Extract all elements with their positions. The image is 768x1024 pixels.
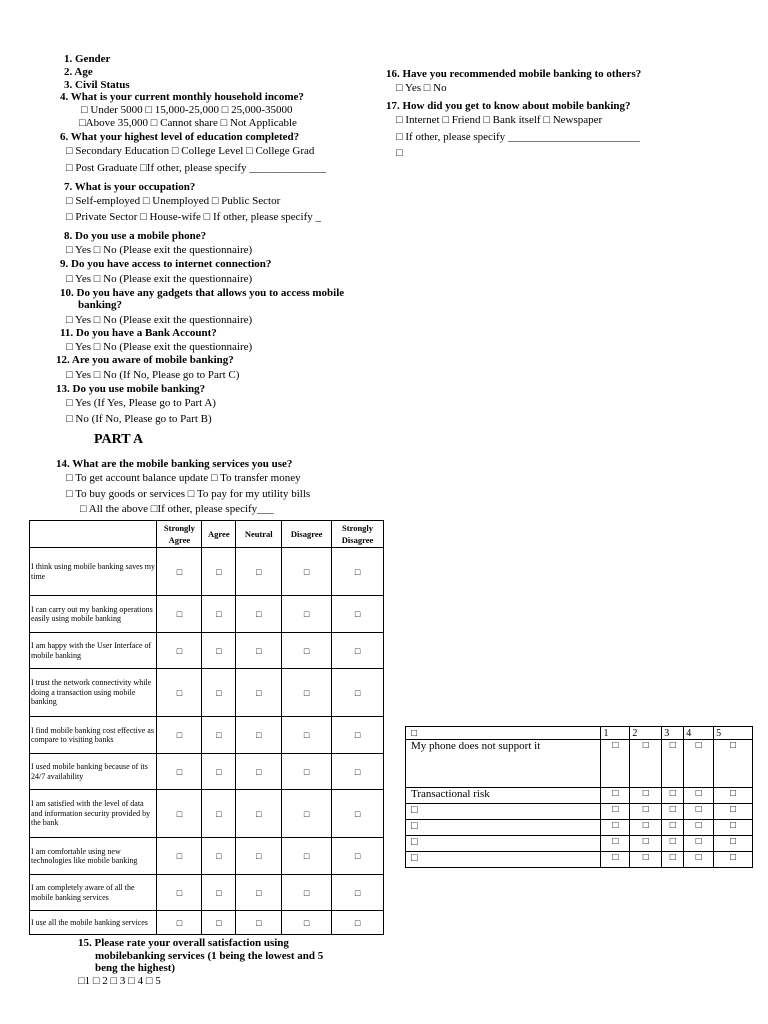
likert-checkbox[interactable]: □	[202, 669, 236, 717]
option-line[interactable]: □Above 35,000 □ Cannot share □ Not Applicable	[79, 117, 297, 129]
rating-checkbox[interactable]: □	[601, 852, 630, 868]
option-line[interactable]: □ Yes □ No (Please exit the questionnaire)	[66, 314, 253, 326]
option-line[interactable]: □ Yes □ No (Please exit the questionnaire)	[66, 341, 253, 353]
likert-checkbox[interactable]: □	[282, 633, 332, 669]
likert-checkbox[interactable]: □	[157, 669, 202, 717]
likert-checkbox[interactable]: □	[282, 754, 332, 790]
question-text: 15. Please rate your overall satisfaction using	[78, 937, 289, 949]
option-line[interactable]: □ Post Graduate □If other, please specify ______________	[66, 162, 327, 174]
rating-header-checkbox[interactable]: □	[406, 727, 601, 740]
likert-checkbox[interactable]: □	[157, 875, 202, 911]
rating-scale-number: 1	[601, 727, 630, 740]
rating-checkbox[interactable]: □	[684, 836, 714, 852]
rating-checkbox[interactable]: □	[601, 788, 630, 804]
option-line[interactable]: □	[396, 147, 403, 159]
likert-checkbox[interactable]: □	[202, 717, 236, 754]
rating-checkbox[interactable]: □	[684, 820, 714, 836]
likert-checkbox[interactable]: □	[202, 838, 236, 875]
likert-header-cell: Neutral	[236, 521, 282, 548]
question-text: 2. Age	[64, 66, 93, 78]
rating-row-label[interactable]: □	[406, 804, 601, 820]
question-text: 1. Gender	[64, 53, 111, 65]
likert-row	[30, 596, 384, 633]
rating-checkbox[interactable]: □	[684, 852, 714, 868]
likert-statement: I am satisfied with the level of data and information security provided by the bank	[30, 790, 157, 838]
likert-checkbox[interactable]: □	[236, 911, 282, 935]
likert-checkbox[interactable]: □	[236, 717, 282, 754]
rating-checkbox[interactable]: □	[601, 820, 630, 836]
rating-checkbox[interactable]: □	[662, 804, 684, 820]
option-line[interactable]: □1 □ 2 □ 3 □ 4 □ 5	[78, 975, 161, 987]
rating-checkbox[interactable]: □	[630, 788, 662, 804]
likert-row	[30, 717, 384, 754]
likert-checkbox[interactable]: □	[332, 669, 384, 717]
question-text: mobilebanking services (1 being the lowest and 5	[95, 950, 324, 962]
likert-checkbox[interactable]: □	[157, 790, 202, 838]
likert-checkbox[interactable]: □	[157, 548, 202, 596]
likert-checkbox[interactable]: □	[157, 911, 202, 935]
rating-scale-number: 4	[684, 727, 714, 740]
likert-checkbox[interactable]: □	[282, 548, 332, 596]
likert-checkbox[interactable]: □	[332, 717, 384, 754]
option-line[interactable]: □ Yes □ No (Please exit the questionnaire)	[66, 273, 253, 285]
rating-row-label: My phone does not support it	[406, 740, 601, 788]
rating-row-label[interactable]: □	[406, 836, 601, 852]
rating-checkbox[interactable]: □	[714, 852, 753, 868]
likert-row	[30, 790, 384, 838]
question-text: 4. What is your current monthly household income?	[60, 91, 304, 103]
likert-checkbox[interactable]: □	[157, 633, 202, 669]
likert-checkbox[interactable]: □	[157, 717, 202, 754]
rating-checkbox[interactable]: □	[714, 788, 753, 804]
rating-checkbox[interactable]: □	[684, 788, 714, 804]
likert-checkbox[interactable]: □	[282, 875, 332, 911]
question-text: 14. What are the mobile banking services you use?	[56, 458, 293, 470]
rating-checkbox[interactable]: □	[662, 740, 684, 788]
likert-row	[30, 633, 384, 669]
question-text: 13. Do you use mobile banking?	[56, 383, 206, 395]
likert-checkbox[interactable]: □	[157, 754, 202, 790]
rating-checkbox[interactable]: □	[662, 788, 684, 804]
rating-checkbox[interactable]: □	[684, 740, 714, 788]
rating-scale-number: 5	[714, 727, 753, 740]
likert-checkbox[interactable]: □	[202, 754, 236, 790]
likert-header-cell: Agree	[202, 521, 236, 548]
question-text: 6. What your highest level of education completed?	[60, 131, 300, 143]
rating-checkbox[interactable]: □	[601, 836, 630, 852]
likert-checkbox[interactable]: □	[202, 596, 236, 633]
likert-header-cell: Strongly Disagree	[332, 521, 384, 548]
likert-header-cell: Disagree	[282, 521, 332, 548]
likert-checkbox[interactable]: □	[332, 596, 384, 633]
option-line[interactable]: □ Yes (If Yes, Please go to Part A)	[66, 397, 216, 409]
rating-checkbox[interactable]: □	[662, 836, 684, 852]
rating-checkbox[interactable]: □	[630, 804, 662, 820]
question-text: beng the highest)	[95, 962, 176, 974]
likert-checkbox[interactable]: □	[236, 669, 282, 717]
rating-checkbox[interactable]: □	[630, 820, 662, 836]
likert-row	[30, 754, 384, 790]
likert-checkbox[interactable]: □	[236, 838, 282, 875]
likert-checkbox[interactable]: □	[236, 875, 282, 911]
likert-checkbox[interactable]: □	[282, 838, 332, 875]
likert-checkbox[interactable]: □	[282, 717, 332, 754]
option-line[interactable]: □ Yes □ No (If No, Please go to Part C)	[66, 369, 240, 381]
likert-checkbox[interactable]: □	[202, 548, 236, 596]
likert-checkbox[interactable]: □	[157, 596, 202, 633]
rating-scale-number: 2	[630, 727, 662, 740]
rating-row	[406, 852, 753, 868]
question-text: 17. How did you get to know about mobile banking?	[386, 100, 631, 112]
rating-checkbox[interactable]: □	[662, 852, 684, 868]
likert-checkbox[interactable]: □	[236, 548, 282, 596]
likert-checkbox[interactable]: □	[236, 790, 282, 838]
question-text: 11. Do you have a Bank Account?	[60, 327, 217, 339]
rating-row-label[interactable]: □	[406, 820, 601, 836]
likert-statement: I trust the network connectivity while doing a transaction using mobile banking	[30, 669, 157, 717]
rating-row-label[interactable]: □	[406, 852, 601, 868]
rating-checkbox[interactable]: □	[630, 740, 662, 788]
likert-row	[30, 911, 384, 935]
likert-row	[30, 875, 384, 911]
likert-statement: I think using mobile banking saves my time	[30, 548, 157, 596]
rating-checkbox[interactable]: □	[714, 836, 753, 852]
option-line[interactable]: □ If other, please specify ________________________	[396, 131, 640, 143]
likert-statement: I find mobile banking cost effective as compare to visiting banks	[30, 717, 157, 754]
rating-checkbox[interactable]: □	[714, 804, 753, 820]
likert-checkbox[interactable]: □	[236, 754, 282, 790]
option-line[interactable]: □ Self-employed □ Unemployed □ Public Sector	[66, 195, 281, 207]
likert-checkbox[interactable]: □	[202, 790, 236, 838]
rating-row	[406, 740, 753, 788]
likert-header-cell	[30, 521, 157, 548]
question-text: 16. Have you recommended mobile banking to others?	[386, 68, 642, 80]
rating-row-label: Transactional risk	[406, 788, 601, 804]
rating-checkbox[interactable]: □	[684, 804, 714, 820]
question-text: 3. Civil Status	[64, 79, 130, 91]
option-line[interactable]: □ No (If No, Please go to Part B)	[66, 413, 212, 425]
option-line[interactable]: □ Yes □ No (Please exit the questionnaire)	[66, 244, 253, 256]
rating-row	[406, 836, 753, 852]
rating-checkbox[interactable]: □	[601, 804, 630, 820]
rating-row	[406, 820, 753, 836]
rating-checkbox[interactable]: □	[630, 836, 662, 852]
option-line[interactable]: □ Secondary Education □ College Level □ College Grad	[66, 145, 315, 157]
likert-checkbox[interactable]: □	[157, 838, 202, 875]
likert-checkbox[interactable]: □	[332, 875, 384, 911]
likert-checkbox[interactable]: □	[332, 790, 384, 838]
likert-header-cell: Strongly Agree	[157, 521, 202, 548]
question-text: 12. Are you aware of mobile banking?	[56, 354, 234, 366]
option-line[interactable]: □ All the above □If other, please specify___	[80, 503, 274, 515]
likert-statement: I am comfortable using new technologies like mobile banking	[30, 838, 157, 875]
likert-checkbox[interactable]: □	[332, 633, 384, 669]
likert-statement: I used mobile banking because of its 24/7 availability	[30, 754, 157, 790]
likert-statement: I am happy with the User Interface of mobile banking	[30, 633, 157, 669]
likert-checkbox[interactable]: □	[202, 911, 236, 935]
likert-checkbox[interactable]: □	[332, 754, 384, 790]
rating-checkbox[interactable]: □	[601, 740, 630, 788]
likert-checkbox[interactable]: □	[332, 911, 384, 935]
likert-checkbox[interactable]: □	[282, 790, 332, 838]
likert-checkbox[interactable]: □	[202, 875, 236, 911]
rating-checkbox[interactable]: □	[630, 852, 662, 868]
likert-statement: I can carry out my banking operations easily using mobile banking	[30, 596, 157, 633]
rating-row	[406, 788, 753, 804]
likert-row	[30, 838, 384, 875]
likert-checkbox[interactable]: □	[282, 596, 332, 633]
rating-row	[406, 804, 753, 820]
section-heading: PART A	[94, 432, 144, 447]
likert-row	[30, 669, 384, 717]
question-text: 7. What is your occupation?	[64, 181, 196, 193]
question-text: 9. Do you have access to internet connection?	[60, 258, 272, 270]
option-line[interactable]: □ Internet □ Friend □ Bank itself □ Newspaper	[396, 114, 603, 126]
rating-checkbox[interactable]: □	[662, 820, 684, 836]
likert-checkbox[interactable]: □	[332, 838, 384, 875]
likert-statement: I am completely aware of all the mobile banking services	[30, 875, 157, 911]
question-text: 8. Do you use a mobile phone?	[64, 230, 207, 242]
option-line[interactable]: □ Yes □ No	[396, 82, 447, 94]
likert-checkbox[interactable]: □	[332, 548, 384, 596]
option-line[interactable]: □ Private Sector □ House-wife □ If other, please specify _	[66, 211, 321, 223]
option-line[interactable]: □ Under 5000 □ 15,000-25,000 □ 25,000-35000	[81, 104, 293, 116]
question-text: 10. Do you have any gadgets that allows you to access mobile	[60, 287, 345, 299]
likert-statement: I use all the mobile banking services	[30, 911, 157, 935]
likert-table	[29, 520, 384, 935]
option-line[interactable]: □ To get account balance update □ To transfer money	[66, 472, 301, 484]
rating-checkbox[interactable]: □	[714, 740, 753, 788]
option-line[interactable]: □ To buy goods or services □ To pay for my utility bills	[66, 488, 311, 500]
likert-checkbox[interactable]: □	[282, 669, 332, 717]
likert-checkbox[interactable]: □	[282, 911, 332, 935]
question-text: banking?	[78, 299, 123, 311]
likert-checkbox[interactable]: □	[236, 596, 282, 633]
rating-scale-number: 3	[662, 727, 684, 740]
likert-checkbox[interactable]: □	[202, 633, 236, 669]
likert-checkbox[interactable]: □	[236, 633, 282, 669]
likert-row	[30, 548, 384, 596]
rating-checkbox[interactable]: □	[714, 820, 753, 836]
rating-table	[405, 726, 753, 868]
